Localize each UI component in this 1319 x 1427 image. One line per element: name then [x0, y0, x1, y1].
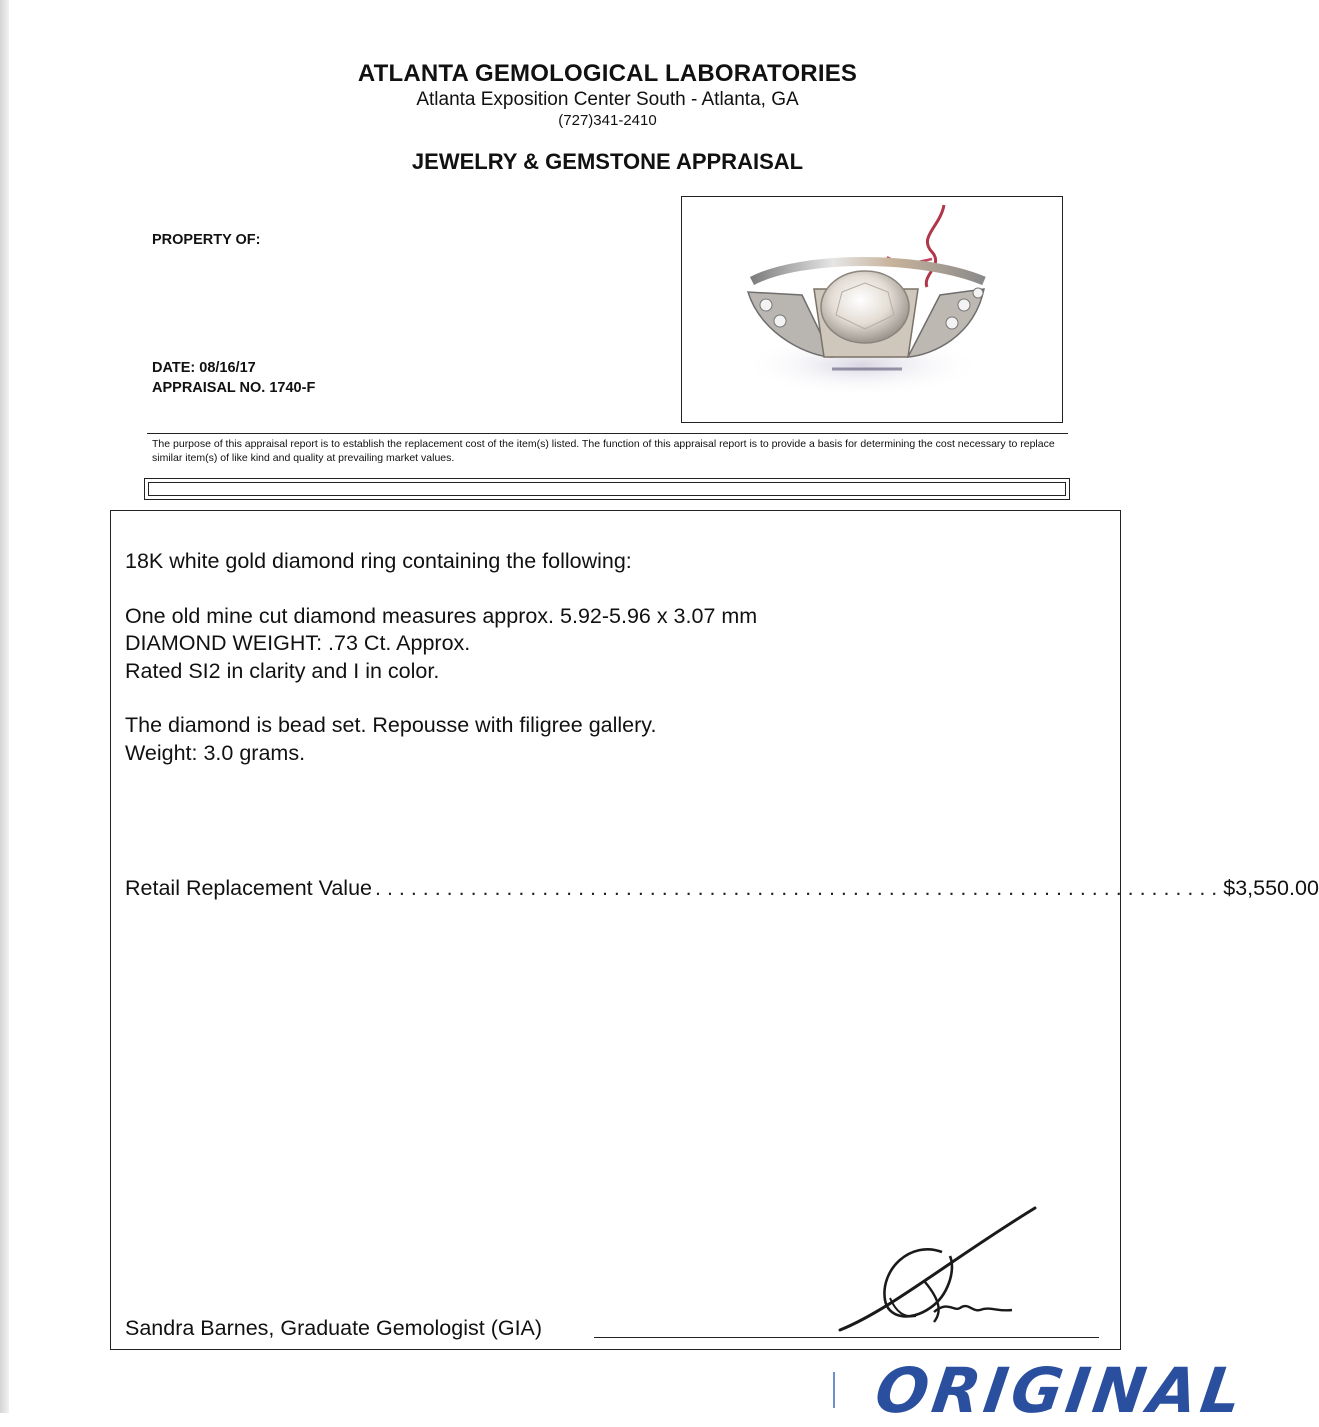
- header-rule: [147, 433, 1068, 434]
- ring-weight: Weight: 3.0 grams.: [125, 741, 306, 765]
- lab-address: Atlanta Exposition Center South - Atlanta, GA: [416, 89, 799, 110]
- scan-edge-shadow: [0, 0, 9, 1413]
- diamond-grading: Rated SI2 in clarity and I in color.: [125, 659, 440, 683]
- property-of-label: PROPERTY OF:: [152, 232, 261, 248]
- stamp-edge-mark: [833, 1372, 835, 1408]
- setting-description: The diamond is bead set. Repousse with filigree gallery.: [125, 713, 657, 737]
- replacement-value-label: Retail Replacement Value: [125, 876, 372, 900]
- lab-name: ATLANTA GEMOLOGICAL LABORATORIES: [357, 60, 858, 87]
- diamond-measurement: One old mine cut diamond measures approx. 5.92-5.96 x 3.07 mm: [125, 604, 758, 628]
- ring-photo: [681, 196, 1063, 423]
- replacement-value-amount: $3,550.00: [1223, 876, 1319, 900]
- diamond-weight: DIAMOND WEIGHT: .73 Ct. Approx.: [125, 631, 471, 655]
- double-rule-box: [144, 478, 1070, 500]
- document-title: JEWELRY & GEMSTONE APPRAISAL: [411, 149, 804, 174]
- appraiser-name: Sandra Barnes, Graduate Gemologist (GIA): [125, 1316, 543, 1340]
- handwritten-signature: [830, 1200, 1050, 1350]
- lab-phone: (727)341-2410: [558, 112, 657, 129]
- item-description-title: 18K white gold diamond ring containing the following:: [125, 549, 632, 573]
- ring-illustration: [682, 197, 1062, 422]
- replacement-value-row: [125, 876, 1319, 901]
- purpose-statement: The purpose of this appraisal report is to establish the replacement cost of the item(s) listed. The function of this appraisal report is to provide a basis for determining the cost necessary to replace similar item(s) of like kind and quality at prevailing market values.: [152, 438, 1055, 464]
- appraisal-number: APPRAISAL NO. 1740-F: [152, 380, 316, 396]
- original-stamp: ORIGINAL: [870, 1354, 1251, 1427]
- leader-dots: [372, 876, 1223, 901]
- appraisal-date: DATE: 08/16/17: [152, 360, 256, 376]
